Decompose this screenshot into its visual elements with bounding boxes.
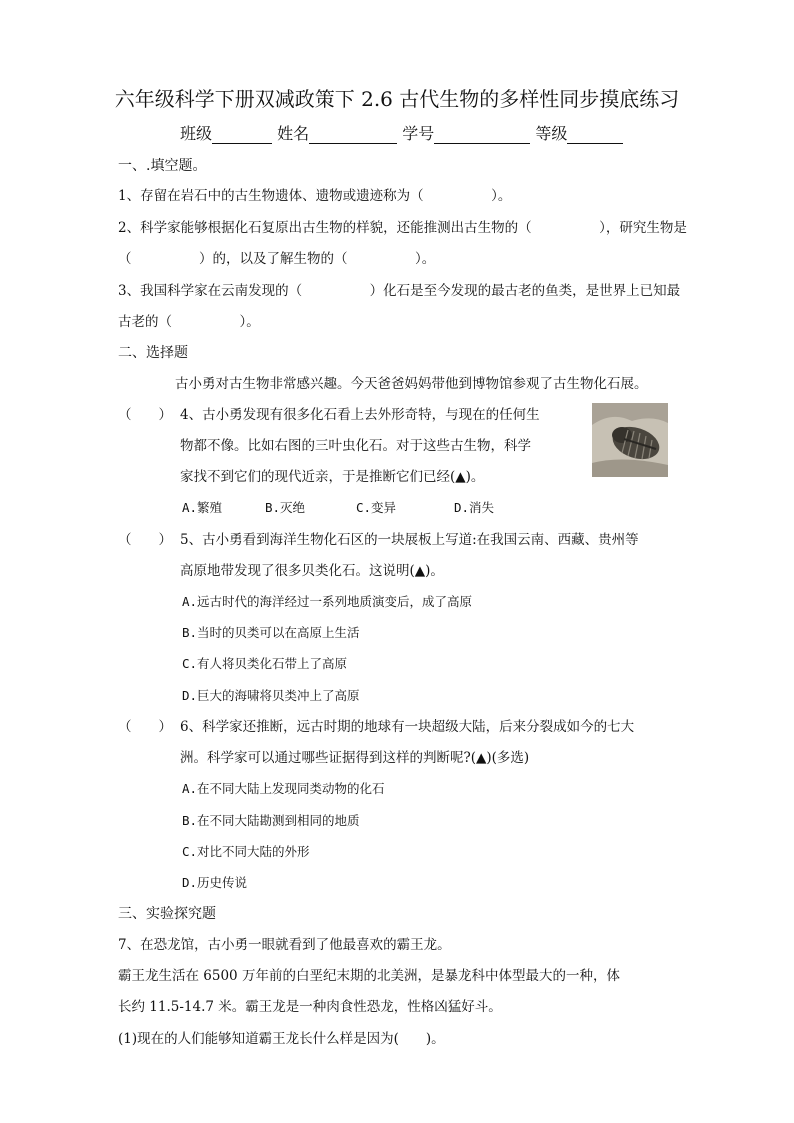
q5-option-c[interactable]: C.有人将贝类化石带上了高原 [182,656,348,671]
q5-line-1: 5、古小勇看到海洋生物化石区的一块展板上写道:在我国云南、西藏、贵州等 [180,532,639,548]
q4-option-b[interactable]: B.灭绝 [265,500,306,515]
section1-heading: 一、.填空题。 [118,158,207,174]
q6-option-a[interactable]: A.在不同大陆上发现同类动物的化石 [182,781,385,796]
fill-line-1: 1、存留在岩石中的古生物遗体、遗物或遗迹称为（ ）。 [118,188,512,204]
trilobite-fossil-icon [592,403,668,477]
q4-line-1: 4、古小勇发现有很多化石看上去外形奇特，与现在的任何生 [180,407,540,423]
grade-label: 等级 [535,124,568,143]
q7-line-2: 霸王龙生活在 6500 万年前的白垩纪末期的北美洲，是暴龙科中体型最大的一种，体 [118,968,620,984]
q6-option-c[interactable]: C.对比不同大陆的外形 [182,844,310,859]
section2-intro: 古小勇对古生物非常感兴趣。今天爸爸妈妈带他到博物馆参观了古生物化石展。 [175,376,648,392]
page-title: 六年级科学下册双减政策下 2.6 古代生物的多样性同步摸底练习 [114,87,680,111]
q6-option-d[interactable]: D.历史传说 [182,875,248,890]
fill-line-2: 2、科学家能够根据化石复原出古生物的样貌，还能推测出古生物的（ ），研究生物是 [118,220,687,236]
name-blank[interactable] [309,127,397,144]
q5-paren[interactable]: （ ） [118,532,172,548]
fill-line-5: 古老的（ ）。 [118,314,260,330]
class-label: 班级 [180,124,213,143]
q6-line-2: 洲。科学家可以通过哪些证据得到这样的判断呢?(▲)(多选) [180,750,530,766]
q7-line-1: 7、在恐龙馆，古小勇一眼就看到了他最喜欢的霸王龙。 [118,937,451,953]
section3-heading: 三、实验探究题 [118,906,216,922]
q4-line-3: 家找不到它们的现代近亲，于是推断它们已经(▲)。 [180,469,485,485]
name-label: 姓名 [277,124,310,143]
id-blank[interactable] [434,127,530,144]
q6-line-1: 6、科学家还推断，远古时期的地球有一块超级大陆，后来分裂成如今的七大 [180,719,635,735]
grade-blank[interactable] [567,127,623,144]
q5-option-d[interactable]: D.巨大的海啸将贝类冲上了高原 [182,688,360,703]
section2-heading: 二、选择题 [118,345,188,361]
q4-option-d[interactable]: D.消失 [454,500,495,515]
student-info-line [180,124,623,144]
q7-subquestion-1: (1)现在的人们能够知道霸王龙长什么样是因为( )。 [118,1031,445,1047]
q5-option-b[interactable]: B.当时的贝类可以在高原上生活 [182,625,360,640]
fill-line-3: （ ）的，以及了解生物的（ ）。 [118,251,436,267]
q6-paren[interactable]: （ ） [118,719,172,735]
id-label: 学号 [402,124,435,143]
q6-option-b[interactable]: B.在不同大陆勘测到相同的地质 [182,813,360,828]
class-blank[interactable] [212,127,272,144]
q5-line-2: 高原地带发现了很多贝类化石。这说明(▲)。 [180,563,444,579]
q7-line-3: 长约 11.5-14.7 米。霸王龙是一种肉食性恐龙，性格凶猛好斗。 [118,999,502,1015]
fill-line-4: 3、我国科学家在云南发现的（ ）化石是至今发现的最古老的鱼类，是世界上已知最 [118,283,681,299]
q4-line-2: 物都不像。比如右图的三叶虫化石。对于这些古生物，科学 [180,438,531,454]
q4-paren[interactable]: （ ） [118,407,172,423]
q4-option-c[interactable]: C.变异 [356,500,397,515]
q4-option-a[interactable]: A.繁殖 [182,500,223,515]
q5-option-a[interactable]: A.远古时代的海洋经过一系列地质演变后，成了高原 [182,594,473,609]
